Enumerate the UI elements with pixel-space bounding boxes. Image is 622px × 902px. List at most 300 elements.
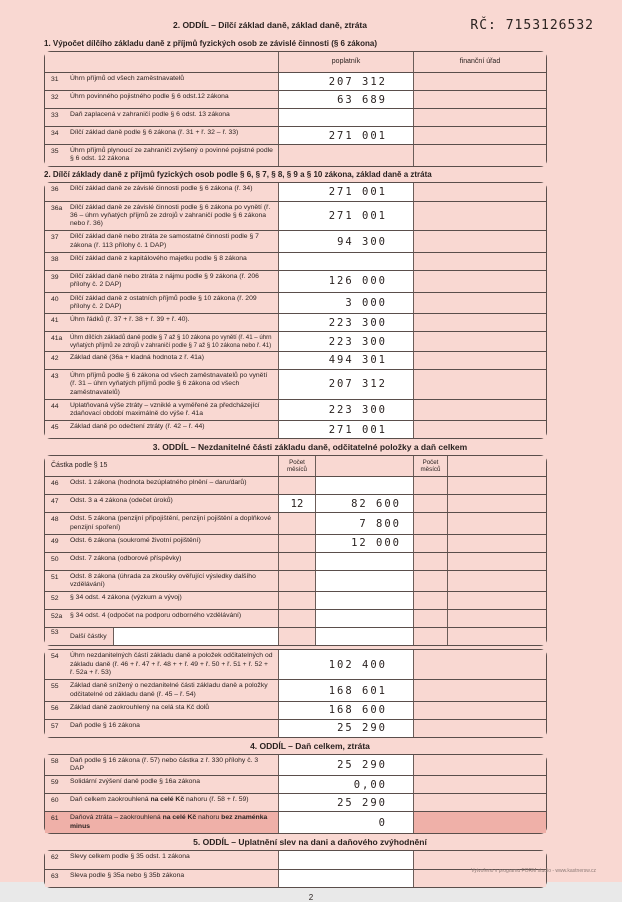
table-row-48 [45,512,546,534]
software-credit: Vytvořeno v programu FORM studio - www.kastnersw.cz [471,868,596,874]
row-label-text: Sleva podle § 35a nebo § 35b zákona [70,872,185,879]
row-number: 56 [51,704,59,712]
row-label-text: Dílčí základ daně podle § 6 zákona (ř. 31 + ř. 32 – ř. 33) [70,129,239,136]
row-57-taxpayer-cell[interactable]: 25 290 [278,720,413,737]
table-row-37 [45,230,546,252]
row-53-label [70,628,113,645]
form-table [44,754,547,834]
row-label-text: Daňová ztráta – zaokrouhlená [70,814,163,822]
section-heading-4: 4. ODDÍL – Daň celkem, ztráta [250,740,370,751]
row-46-label [70,479,274,492]
row-number: 52 [51,595,59,603]
row-number: 62 [51,854,59,861]
row-44-label [70,402,274,419]
row-53-label-cell [45,628,278,645]
row-58-tax-office-cell [413,755,546,776]
table-row-40 [45,292,546,314]
row-number: 31 [51,76,59,83]
row-39-label [70,273,274,290]
table-row-36a [45,201,546,231]
row-62-label [70,853,274,867]
row-54-taxpayer-cell[interactable]: 102 400 [278,650,413,679]
row-35-tax-office-cell [413,145,546,166]
row-number: 41 [51,317,59,325]
row-label-text: Slevy celkem podle § 35 odst. 1 zákona [70,853,190,860]
table-row-59 [45,775,546,793]
row-50-months-office-cell [413,553,447,570]
row-label-text: nahoru (ř. 58 + ř. 59) [184,796,249,804]
row-number: 48 [51,516,59,524]
row-37-tax-office-cell [413,231,546,252]
row-label-text: Dílčí základ daně z ostatních příjmů podle § 10 zákona (ř. 209 přílohy č. 2 DAP) [70,294,257,310]
table-header-row [45,52,546,72]
row-48-tax-office-cell [447,513,546,534]
row-54-label [70,652,274,677]
row-42-tax-office-cell [413,352,546,369]
row-55-tax-office-cell [413,680,546,701]
column-header-tax-office: finanční úřad [413,52,546,72]
row-54-label-cell [45,650,278,679]
column-header-months-2: Počet měsíců [413,456,447,476]
row-41-label [70,316,274,329]
row-60-label-cell [45,794,278,811]
table-row-42 [45,351,546,369]
table-header-row [45,456,546,476]
row-number: 35 [51,148,59,155]
row-number: 58 [51,757,59,765]
row-38-label [70,255,274,268]
row-number: 59 [51,779,59,787]
row-41a-label [70,334,274,349]
row-61-label [70,814,274,831]
row-47-label-cell [45,495,278,512]
row-label-text: Základ daně zaokrouhlený na celá sta Kč dolů [70,703,210,711]
row-label-text: Daň zaplacená v zahraničí podle § 6 odst. 13 zákona [70,111,230,118]
row-61-tax-office-cell [413,812,546,833]
form-table [44,182,547,440]
row-number: 43 [51,372,59,380]
row-36-label [70,185,274,199]
row-52a-label [70,612,274,625]
birth-number-field [470,18,594,33]
row-48-months-office-cell [413,513,447,534]
row-label-text: Základ daně snížený o nezdanitelné části základu daně a položky odčitatelné od základu daně (ř. 45 – ř. 54) [70,682,268,698]
row-60-tax-office-cell [413,794,546,811]
row-36-label-cell [45,183,278,201]
row-50-label-cell [45,553,278,570]
row-48-taxpayer-cell[interactable]: 7 800 [315,513,413,534]
row-46-label-cell [45,477,278,494]
row-number: 44 [51,402,59,410]
row-49-months-office-cell [413,535,447,552]
row-33-tax-office-cell [413,109,546,126]
row-label-text: Dílčí základ daně nebo ztráta z nájmu podle § 9 zákona (ř. 206 přílohy č. 2 DAP) [70,272,259,289]
row-47-label [70,497,274,510]
row-44-tax-office-cell [413,400,546,421]
row-36a-label-cell [45,202,278,231]
row-number: 51 [51,573,59,581]
row-46-months-office-cell [413,477,447,494]
row-49-label-cell [45,535,278,552]
row-35-label [70,147,274,164]
row-56-taxpayer-cell[interactable]: 168 600 [278,702,413,719]
row-47-months-office-cell [413,495,447,512]
row-33-label [70,111,274,124]
row-47-tax-office-cell [447,495,546,512]
row-33-taxpayer-cell[interactable] [278,109,413,126]
form-table [44,51,547,167]
row-label-text: Odst. 1 zákona (hodnota bezúplatného plnění – daru/darů) [70,479,247,487]
row-label-text: Úhrn povinného pojistného podle § 6 odst.12 zákona [70,93,229,100]
table-row-46 [45,476,546,494]
row-label-text: Dílčí základ daně z kapitálového majetku podle § 8 zákona [70,254,247,262]
row-37-label [70,233,274,250]
row-48-months-cell [278,513,315,534]
row-label-text: Úhrn nezdanitelných částí základu daně a položek odčitatelných od základu daně (ř. 46 + ř. 47 + ř. 48 + + ř. 49 + ř. 50 + ř. 51 + ř. 52 + ř. 52a + ř. 53) [70,652,273,677]
row-53-tax-office-cell [447,628,546,645]
row-43-tax-office-cell [413,370,546,399]
row-53-taxpayer-cell[interactable] [315,628,413,645]
row-52-taxpayer-cell[interactable] [315,592,413,609]
row-47-taxpayer-cell[interactable]: 82 600 [315,495,413,512]
row-55-label-cell [45,680,278,701]
row-49-months-cell [278,535,315,552]
row-63-label [70,872,274,885]
table-row-60 [45,793,546,811]
row-35-taxpayer-cell [278,145,413,166]
table-row-61 [45,811,546,833]
row-47-months-cell[interactable]: 12 [278,495,315,512]
row-number: 39 [51,273,59,281]
row-label-text: na celé Kč [162,814,197,822]
row-38-label-cell [45,253,278,270]
table-row-57 [45,719,546,737]
header-spacer-cell [447,456,546,476]
row-50-tax-office-cell [447,553,546,570]
row-32-label [70,93,274,106]
row-number: 49 [51,537,59,545]
row-36a-taxpayer-cell[interactable]: 271 001 [278,202,413,231]
row-label-text: Daň podle § 16 zákona (ř. 57) nebo částka z ř. 330 přílohy č. 3 DAP [70,756,259,773]
row-label-text: Daň celkem zaokrouhlená [70,796,151,804]
section-heading-1: 1. Výpočet dílčího základu daně z příjmů fyzických osob ze závislé činnosti (§ 6 zákona) [44,39,377,48]
row-49-tax-office-cell [447,535,546,552]
row-52-label-cell [45,592,278,609]
row-number: 57 [51,722,59,730]
page-header [0,20,622,36]
row-59-taxpayer-cell[interactable]: 0,00 [278,776,413,793]
row-59-label-cell [45,776,278,793]
row-59-label [70,778,274,791]
form-table [44,649,547,737]
row-label-text: § 34 odst. 4 (odpočet na podporu odborného vzdělávání) [70,612,242,620]
table-row-49 [45,534,546,552]
section-heading-2: 2. Dílčí základy daně z příjmů fyzických osob podle § 6, § 7, § 8, § 9 a § 10 zákona, základ daně a ztráta [44,169,432,179]
column-header-amount [45,456,278,476]
row-32-label-cell [45,91,278,108]
row-43-taxpayer-cell[interactable]: 207 312 [278,370,413,399]
row-58-label [70,757,274,774]
row-50-taxpayer-cell[interactable] [315,553,413,570]
row-label-text: Úhrn příjmů podle § 6 zákona od všech zaměstnavatelů po vynětí (ř. 31 – úhrn vyňatých příjmů podle § 6 zákona od všech zaměstnavatelů) [70,371,268,396]
page-number: 2 [308,893,314,902]
row-42-taxpayer-cell[interactable]: 494 301 [278,352,413,369]
row-56-tax-office-cell [413,702,546,719]
row-52-tax-office-cell [447,592,546,609]
row-label-text: Další částky [70,632,107,640]
row-41-taxpayer-cell[interactable]: 223 300 [278,314,413,331]
amount-header-text: Částka podle § 15 [51,462,108,470]
row-number: 40 [51,295,59,303]
row-44-taxpayer-cell[interactable]: 223 300 [278,400,413,421]
row-40-taxpayer-cell[interactable]: 3 000 [278,293,413,314]
row-37-taxpayer-cell[interactable]: 94 300 [278,231,413,252]
row-label-text: Úhrn příjmů od všech zaměstnavatelů [70,75,185,82]
row-number: 33 [51,112,59,119]
row-number: 53 [51,629,59,637]
row-52a-tax-office-cell [447,610,546,627]
table-row-41a [45,331,546,351]
row-49-label [70,537,274,550]
row-label-text: nahoru [196,814,222,822]
row-label-text: § 34 odst. 4 zákona (výzkum a vývoj) [70,594,182,602]
row-31-label-cell [45,73,278,90]
form-table [44,455,547,646]
row-51-months-cell [278,571,315,592]
table-row-58 [45,755,546,776]
row-54-tax-office-cell [413,650,546,679]
row-40-tax-office-cell [413,293,546,314]
row-63-label-cell [45,870,278,887]
row-53-months-office-cell [413,628,447,645]
table-row-62 [45,851,546,869]
row-number: 38 [51,255,59,263]
row-number: 32 [51,94,59,101]
row-label-text: Odst. 3 a 4 zákona (odečet úroků) [70,497,173,505]
table-row-43 [45,369,546,399]
row-label-text: Základ daně po odečtení ztráty (ř. 42 – ř. 44) [70,423,205,431]
row-52-label [70,594,274,607]
row-60-label [70,796,274,809]
table-row-31 [45,72,546,90]
row-31-taxpayer-cell[interactable]: 207 312 [278,73,413,90]
row-number: 55 [51,683,59,691]
row-label-text: Uplatňovaná výše ztráty – vzniklé a vyměřené za předcházející zdaňovací období maximálně do výše ř. 41a [70,401,260,418]
row-45-label-cell [45,421,278,438]
row-40-label [70,295,274,312]
row-59-tax-office-cell [413,776,546,793]
row-48-label-cell [45,513,278,534]
rc-value: 7153126532 [505,18,594,33]
row-number: 42 [51,354,59,362]
row-33-label-cell [45,109,278,126]
row-number: 41a [51,335,63,343]
table-row-47 [45,494,546,512]
row-45-taxpayer-cell[interactable]: 271 001 [278,421,413,438]
row-62-tax-office-cell [413,851,546,869]
row-42-label-cell [45,352,278,369]
row-58-label-cell [45,755,278,776]
row-label-text: Daň podle § 16 zákona [70,721,140,729]
row-45-label [70,423,274,436]
row-number: 37 [51,234,59,242]
row-46-taxpayer-cell[interactable] [315,477,413,494]
row-32-taxpayer-cell[interactable]: 63 689 [278,91,413,108]
row-41-tax-office-cell [413,314,546,331]
row-51-label-cell [45,571,278,592]
row-34-label-cell [45,127,278,144]
row-52a-months-office-cell [413,610,447,627]
row-label-text: Základ daně (36a + kladná hodnota z ř. 41a) [70,353,204,361]
table-row-33 [45,108,546,126]
row-38-taxpayer-cell[interactable] [278,253,413,270]
row-55-label [70,682,274,699]
row-31-label [70,75,274,88]
row-number: 36a [51,204,63,212]
row-40-label-cell [45,293,278,314]
row-label-text: Úhrn příjmů plynoucí ze zahraničí zvýšený o povinné pojistné podle § 6 odst. 12 zákona [70,147,273,163]
table-row-32 [45,90,546,108]
column-header-months-1: Počet měsíců [278,456,315,476]
table-row-39 [45,270,546,292]
row-37-label-cell [45,231,278,252]
row-36-tax-office-cell [413,183,546,201]
row-48-label [70,515,274,532]
table-row-51 [45,570,546,592]
section-heading-5: 5. ODDÍL – Uplatnění slev na dani a daňového zvýhodnění [193,837,427,847]
table-row-54 [45,650,546,679]
row-61-label-cell [45,812,278,833]
row-number: 60 [51,797,59,805]
row-number: 54 [51,653,59,661]
row-number: 50 [51,555,59,563]
row-53-months-cell [278,628,315,645]
section-heading-3: 3. ODDÍL – Nezdanitelné části základu daně, odčitatelné položky a daň celkem [152,442,468,453]
table-row-38 [45,252,546,270]
row-58-taxpayer-cell[interactable]: 25 290 [278,755,413,776]
table-row-34 [45,126,546,144]
row-52-months-office-cell [413,592,447,609]
row-50-label [70,555,274,568]
row-label-text: Odst. 8 zákona (úhrada za zkoušky ověřující výsledky dalšího vzdělávání) [70,572,256,589]
row-32-tax-office-cell [413,91,546,108]
row-39-tax-office-cell [413,271,546,292]
row-43-label [70,372,274,397]
row-49-taxpayer-cell[interactable]: 12 000 [315,535,413,552]
row-36a-tax-office-cell [413,202,546,231]
row-label-text: Dílčí základ daně ze závislé činnosti podle § 6 zákona po vynětí (ř. 36 – úhrn vyňatých příjmů ze zdrojů v zahraničí podle § 6 zákona nebo ř. 36) [70,203,271,228]
table-row-41 [45,313,546,331]
row-53-description-input[interactable] [113,628,278,645]
table-row-50 [45,552,546,570]
row-label-text: Úhrn řádků (ř. 37 + ř. 38 + ř. 39 + ř. 40). [70,316,190,324]
table-row-53 [45,627,546,645]
row-45-tax-office-cell [413,421,546,438]
row-number: 47 [51,498,59,506]
row-36-taxpayer-cell[interactable]: 271 001 [278,183,413,201]
row-57-label [70,722,274,735]
row-52a-label-cell [45,610,278,627]
form-sections [0,39,622,888]
row-60-taxpayer-cell[interactable]: 25 290 [278,794,413,811]
row-label-text: Dílčí základ daně nebo ztráta ze samostatné činnosti podle § 7 zákona (ř. 113 přílohy č. 1 DAP) [70,233,259,249]
row-36a-label [70,204,274,229]
row-34-label [70,129,274,142]
row-label-text: Úhrn dílčích základů daně podle § 7 až § 10 zákona po vynětí (ř. 41 – úhrn vyňatých příjmů ze zdrojů v zahraničí podle § 7 až § 10 zákona nebo ř. 41) [70,334,272,349]
table-row-44 [45,399,546,421]
rc-label: RČ: [470,18,497,33]
row-46-months-cell [278,477,315,494]
row-51-label [70,573,274,590]
section-2-title: 2. ODDÍL – Dílčí základ daně, základ daně, ztráta [173,20,367,30]
row-50-months-cell [278,553,315,570]
row-label-text: Odst. 6 zákona (soukromé životní pojištění) [70,536,201,544]
row-52a-months-cell [278,610,315,627]
table-row-35 [45,144,546,166]
row-label-text: na celé Kč [150,796,185,804]
row-56-label [70,704,274,717]
row-label-text: Dílčí základ daně ze závislé činnosti podle § 6 zákona (ř. 34) [70,184,253,192]
header-spacer-cell [315,456,413,476]
row-34-taxpayer-cell[interactable]: 271 001 [278,127,413,144]
row-label-text: Solidární zvýšení daně podle § 16a zákona [70,778,200,786]
row-63-taxpayer-cell[interactable] [278,870,413,887]
row-51-taxpayer-cell[interactable] [315,571,413,592]
table-row-36 [45,183,546,201]
header-spacer-cell [45,52,278,72]
row-41a-tax-office-cell [413,332,546,351]
row-number: 63 [51,873,59,880]
column-header-taxpayer: poplatník [278,52,413,72]
table-row-56 [45,701,546,719]
table-row-52a [45,609,546,627]
row-44-label-cell [45,400,278,421]
row-57-label-cell [45,720,278,737]
row-62-label-cell [45,851,278,869]
row-62-taxpayer-cell[interactable] [278,851,413,869]
row-52a-taxpayer-cell[interactable] [315,610,413,627]
row-number: 45 [51,424,59,432]
row-41-label-cell [45,314,278,331]
row-46-tax-office-cell [447,477,546,494]
table-row-52 [45,591,546,609]
row-57-tax-office-cell [413,720,546,737]
row-number: 46 [51,480,59,488]
row-number: 52a [51,613,63,621]
row-43-label-cell [45,370,278,399]
table-row-45 [45,420,546,438]
row-39-taxpayer-cell[interactable]: 126 000 [278,271,413,292]
row-42-label [70,354,274,367]
row-label-text: Odst. 5 zákona (penzijní připojištění, penzijní pojištění a doplňkové penzijní spoření) [70,515,272,531]
row-51-tax-office-cell [447,571,546,592]
row-label-text: Odst. 7 zákona (odborové příspěvky) [70,554,182,562]
row-35-label-cell [45,145,278,166]
row-number: 61 [51,815,59,823]
row-56-label-cell [45,702,278,719]
row-38-tax-office-cell [413,253,546,270]
row-number: 36 [51,185,59,193]
row-31-tax-office-cell [413,73,546,90]
row-52-months-cell [278,592,315,609]
table-row-55 [45,679,546,701]
row-34-tax-office-cell [413,127,546,144]
row-51-months-office-cell [413,571,447,592]
row-41a-label-cell [45,332,278,351]
row-61-taxpayer-cell[interactable]: 0 [278,812,413,833]
row-41a-taxpayer-cell[interactable]: 223 300 [278,332,413,351]
row-55-taxpayer-cell[interactable]: 168 601 [278,680,413,701]
